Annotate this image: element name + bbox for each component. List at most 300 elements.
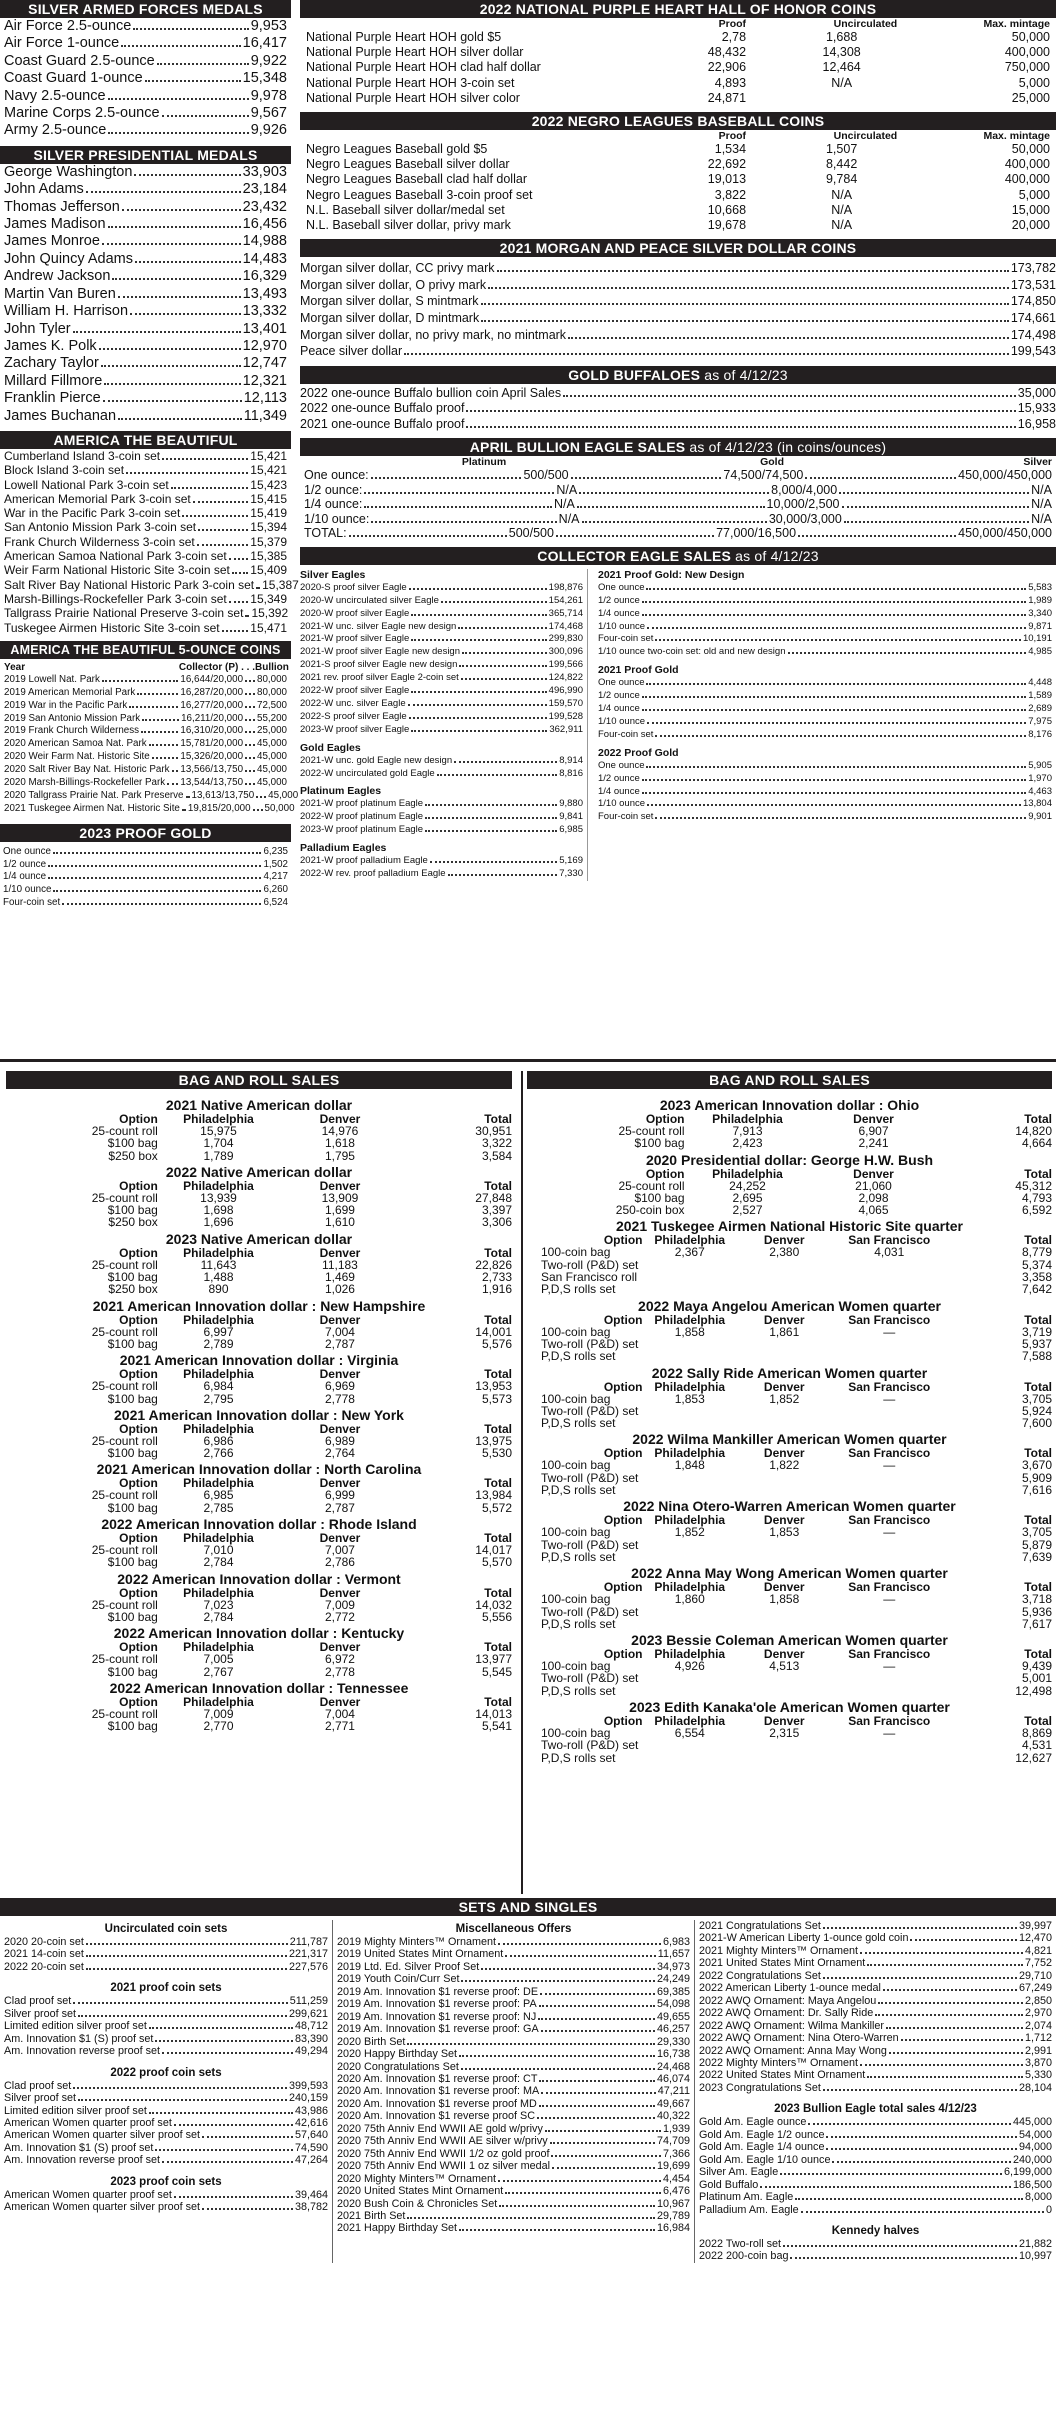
leader-dots — [425, 804, 557, 806]
bag-group — [527, 1566, 1052, 1630]
item-label: 2020-S proof silver Eagle — [300, 581, 407, 593]
table-cell: 5,000 — [1018, 187, 1050, 202]
item-value: 362,911 — [549, 723, 583, 735]
group-heading: 2022 Proof Gold — [598, 746, 679, 759]
col-header: Silver — [1023, 456, 1052, 469]
item-value: 1,589 — [1028, 690, 1052, 702]
col-header: Philadelphia — [183, 1694, 254, 1709]
ss-col-1 — [0, 1920, 333, 2263]
leader-dots — [108, 98, 249, 100]
table-cell: 5,937 — [1021, 1336, 1052, 1351]
list-item — [0, 2020, 332, 2032]
list-item — [0, 1995, 332, 2007]
list-item — [0, 408, 291, 425]
list-item — [598, 716, 1052, 729]
item-label: Army 2.5-ounce — [4, 122, 107, 139]
col-bullion: Bullion — [255, 661, 289, 673]
table-row — [6, 1150, 512, 1162]
table-cell: 2,784 — [203, 1555, 234, 1570]
col-header: Philadelphia — [183, 1245, 254, 1260]
item-value: 11,657 — [657, 1948, 690, 1961]
table-cell: $100 bag — [107, 1446, 158, 1461]
leader-dots — [101, 365, 241, 367]
table-cell: 1,534 — [714, 142, 747, 157]
bullion-cell: 45,000 — [257, 738, 287, 750]
item-label: 1/2 ounce — [598, 594, 640, 606]
item-label: 2019 United States Mint Ornament — [337, 1948, 504, 1961]
bag-table — [6, 1180, 512, 1229]
leader-dots — [73, 2002, 288, 2004]
table-row — [0, 789, 299, 803]
collector-cell: 16,211/20,000 — [181, 712, 244, 724]
list-item — [300, 293, 1056, 310]
table-cell: 14,308 — [822, 45, 861, 60]
group-title: 2022 Wilma Mankiller American Women quarter — [632, 1431, 947, 1448]
item-label: Four-coin set — [598, 811, 654, 823]
leader-dots — [842, 506, 1030, 508]
section-header: 2022 NEGRO LEAGUES BASEBALL COINS — [300, 112, 1056, 130]
group-title: 2022 American Innovation dollar : Rhode Island — [101, 1516, 417, 1533]
table-row — [6, 1599, 512, 1611]
header-row — [6, 1113, 512, 1125]
table-cell — [832, 1283, 948, 1295]
list-item — [333, 1961, 694, 1973]
ab-asof: as of 4/12/23 (in coins/ounces) — [689, 439, 887, 456]
leader-dots — [133, 28, 248, 30]
table-cell: 750,000 — [1004, 60, 1050, 75]
table-cell: 5,909 — [1021, 1470, 1052, 1485]
table-cell: 25-count roll — [618, 1178, 685, 1193]
table-cell: 6,972 — [324, 1652, 355, 1667]
table-cell: 14,001 — [475, 1324, 512, 1339]
leader-dots — [364, 492, 554, 494]
list-item — [300, 868, 583, 881]
leader-dots — [867, 2076, 1023, 2078]
leader-dots — [409, 588, 547, 590]
table-cell: 22,906 — [707, 60, 747, 75]
table-cell — [832, 1405, 948, 1417]
col-header: Philadelphia — [654, 1446, 726, 1461]
item-value: 2,850 — [1024, 1994, 1052, 2007]
gold-cell: 74,500/74,500 — [723, 468, 804, 483]
year-cell: 2019 San Antonio Mission Park — [4, 712, 141, 724]
table-cell — [643, 1752, 738, 1764]
table-cell — [832, 1539, 948, 1551]
table-row — [527, 1204, 1052, 1216]
bag-right-body — [527, 1089, 1052, 1764]
table-cell: N/A — [831, 218, 853, 233]
item-label: Gold Am. Eagle 1/10 ounce — [699, 2153, 831, 2166]
list-item — [0, 506, 291, 520]
leader-dots — [541, 2092, 656, 2094]
item-label: Silver Am. Eagle — [699, 2166, 779, 2179]
table-cell: 12,627 — [1015, 1750, 1052, 1765]
item-label: 2022-W proof platinum Eagle — [300, 811, 424, 823]
table-cell: $250 box — [108, 1215, 158, 1230]
group-heading: Platinum Eagles — [300, 785, 382, 798]
bag-table — [527, 1447, 1052, 1496]
collector-cell: 16,287/20,000 — [180, 686, 244, 698]
item-value: 16,329 — [242, 268, 287, 285]
collector-cell: 13,544/13,750 — [180, 777, 244, 789]
collector-cell: 19,815/20,000 — [187, 802, 251, 814]
item-label: 2022 AWQ Ornament: Dr. Sally Ride — [699, 2007, 874, 2020]
col-header: Denver — [763, 1580, 805, 1595]
header-row — [6, 1477, 512, 1489]
table-cell: 100-coin bag — [541, 1525, 611, 1540]
collector-cell: 16,277/20,000 — [180, 699, 244, 711]
table-row — [0, 764, 291, 777]
item-label: 1/4 ounce — [598, 785, 640, 797]
group-heading: 2021 proof coin sets — [110, 1982, 222, 1995]
list-item — [300, 621, 583, 634]
leader-dots — [73, 331, 241, 333]
leader-dots — [646, 766, 1026, 768]
table-row — [527, 1137, 1052, 1149]
leader-dots — [839, 492, 1029, 494]
item-value: 10,997 — [1018, 2250, 1052, 2263]
table-cell: 1,469 — [324, 1270, 355, 1285]
col-header: Total — [1024, 1714, 1052, 1729]
table-cell — [643, 1417, 738, 1429]
table-row — [6, 1544, 512, 1556]
header-row — [6, 1368, 512, 1380]
bullion-cell: 80,000 — [257, 673, 287, 685]
item-value: 1,939 — [662, 2122, 690, 2135]
item-value: 9,567 — [250, 105, 287, 122]
list-item — [0, 2105, 332, 2117]
table-cell: 25-count roll — [91, 1324, 158, 1339]
item-label: Marine Corps 2.5-ounce — [4, 105, 160, 122]
section-header: BAG AND ROLL SALES — [527, 1071, 1052, 1089]
leader-dots — [538, 2018, 655, 2020]
list-item — [695, 2020, 1056, 2032]
table-cell: 2,764 — [324, 1446, 355, 1461]
table-row — [0, 802, 295, 816]
col-header: Option — [645, 1112, 685, 1126]
item-label: 2021-W unc. gold Eagle new design — [300, 754, 453, 766]
table-cell: 1,852 — [674, 1525, 705, 1540]
item-value: 15,394 — [250, 520, 287, 535]
list-item — [0, 846, 291, 859]
table-cell: 6,592 — [1021, 1203, 1052, 1218]
item-label: 2020 Am. Innovation $1 reverse proof MD — [337, 2097, 537, 2110]
table-cell: Negro Leagues Baseball silver dollar — [306, 157, 510, 172]
table-row — [6, 1216, 512, 1228]
leader-dots — [411, 614, 546, 616]
table-cell: 100-coin bag — [541, 1659, 611, 1674]
item-label: 2020-W uncirculated silver Eagle — [300, 594, 439, 606]
table-cell: N/A — [831, 187, 853, 202]
col-header: Philadelphia — [183, 1585, 254, 1600]
item-value: 15,415 — [250, 491, 287, 506]
table-cell: National Purple Heart HOH 3-coin set — [306, 75, 515, 90]
table-cell: 25-count roll — [91, 1379, 158, 1394]
table-row — [527, 1192, 1052, 1204]
list-item — [333, 2148, 694, 2160]
table-cell: 2,778 — [324, 1391, 355, 1406]
list-item — [333, 2160, 694, 2172]
table-cell: National Purple Heart HOH silver dollar — [306, 45, 524, 60]
silver-cell: 450,000/450,000 — [958, 468, 1053, 483]
table-cell: 13,939 — [200, 1190, 237, 1205]
list-item — [300, 698, 583, 711]
item-value: 6,983 — [662, 1936, 690, 1948]
item-label: American Women quarter proof set — [4, 2116, 172, 2129]
bag-table — [527, 1381, 1052, 1430]
item-label: Morgan silver dollar, O privy mark — [300, 277, 487, 292]
header-row — [527, 1113, 1052, 1125]
item-value: 2,970 — [1024, 2007, 1052, 2020]
leader-dots — [505, 1955, 656, 1957]
list-item — [598, 608, 1052, 621]
col-header: Philadelphia — [183, 1112, 254, 1126]
leader-dots — [407, 2043, 655, 2045]
table-row — [6, 1720, 512, 1732]
item-value: 16,417 — [242, 35, 287, 52]
list-item — [333, 2048, 694, 2060]
col-header: Total — [484, 1476, 512, 1491]
table-cell: 100-coin bag — [541, 1391, 611, 1406]
list-item — [300, 768, 583, 781]
group-title: 2021 Tuskegee Airmen National Historic Site quarter — [615, 1218, 963, 1235]
table-cell: 5,573 — [481, 1391, 512, 1406]
ce-right — [588, 569, 1056, 881]
col-header: Denver — [319, 1112, 361, 1126]
year-cell: 2020 Tallgrass Prairie Nat. Park Preserve — [4, 789, 184, 801]
april-bullion-rows — [300, 456, 1056, 541]
bag-group — [6, 1626, 512, 1678]
table-cell: 1,610 — [324, 1215, 355, 1230]
item-value: 54,000 — [1018, 2128, 1052, 2141]
table-cell: 50,000 — [1011, 142, 1050, 157]
table-cell: 2,787 — [324, 1336, 355, 1351]
table-cell — [643, 1271, 738, 1283]
table-cell: $100 bag — [107, 1203, 158, 1218]
label-cell: 1/10 ounce: — [304, 511, 370, 526]
item-value: 13,493 — [242, 285, 287, 302]
item-label: Morgan silver dollar, CC privy mark — [300, 261, 495, 276]
list-item — [0, 286, 291, 303]
table-cell: 1,507 — [825, 142, 858, 157]
table-cell — [737, 1752, 832, 1764]
table-cell: 400,000 — [1004, 45, 1050, 60]
col-header: Option — [119, 1367, 158, 1382]
item-value: 49,655 — [656, 2010, 690, 2023]
list-item — [0, 2080, 332, 2092]
bag-table — [527, 1514, 1052, 1563]
table-row — [527, 1551, 1052, 1563]
table-row — [300, 45, 1056, 60]
item-value: 5,169 — [559, 855, 583, 867]
section-header: BAG AND ROLL SALES — [6, 1071, 512, 1089]
leader-dots — [454, 761, 557, 763]
table-cell: 100-coin bag — [541, 1324, 611, 1339]
col-header: Platinum — [461, 456, 507, 469]
table-cell: 2,527 — [732, 1203, 763, 1218]
table-cell: 6,989 — [324, 1433, 355, 1448]
list-item — [0, 268, 291, 285]
item-label: James Monroe — [4, 233, 100, 250]
bag-table — [6, 1696, 512, 1733]
item-value: 5,583 — [1028, 581, 1052, 593]
item-label: Weir Farm National Historic Site 3-coin set — [4, 563, 230, 578]
leader-dots — [901, 2039, 1023, 2041]
table-cell: 3,719 — [1021, 1324, 1052, 1339]
bag-group — [527, 1219, 1052, 1295]
list-item — [0, 563, 291, 577]
leader-dots — [103, 400, 242, 402]
item-value: 12,970 — [242, 337, 287, 354]
group-title: 2022 Maya Angelou American Women quarter — [638, 1297, 941, 1314]
item-label: Limited edition silver proof set — [4, 2104, 147, 2117]
list-item — [0, 18, 291, 35]
col-header: Option — [603, 1446, 643, 1461]
table-cell — [832, 1551, 948, 1563]
leader-dots — [198, 529, 248, 531]
purple-heart-table — [300, 18, 1056, 106]
divider-horizontal — [0, 1059, 1056, 1062]
col-header: Philadelphia — [183, 1640, 254, 1655]
table-cell: Two-roll (P&D) set — [541, 1671, 639, 1686]
leader-dots — [245, 706, 255, 708]
col-header: Denver — [763, 1312, 805, 1327]
table-row — [300, 157, 1056, 172]
item-value: 174,661 — [1010, 311, 1056, 326]
atb-5-ounce — [0, 641, 299, 816]
year-cell: 2019 Frank Church Wilderness — [4, 725, 140, 737]
col-header: Philadelphia — [654, 1647, 726, 1662]
table-cell: 3,584 — [481, 1148, 512, 1163]
table-row — [304, 468, 1052, 483]
item-value: 13,804 — [1022, 798, 1052, 810]
leader-dots — [86, 191, 241, 193]
table-cell — [643, 1283, 738, 1295]
item-label: 2022 one-ounce Buffalo proof — [300, 401, 465, 416]
dotted-list — [0, 164, 291, 425]
table-cell: 21,060 — [855, 1178, 892, 1193]
table-cell: N.L. Baseball silver dollar, privy mark — [306, 218, 511, 233]
header-row — [6, 1423, 512, 1435]
bag-roll-right — [527, 1071, 1052, 1767]
collector-cell: 16,644/20,000 — [180, 673, 244, 685]
table-cell: 14,017 — [475, 1543, 512, 1558]
list-item — [0, 606, 291, 620]
table-cell: 3,358 — [1021, 1270, 1052, 1285]
table-cell: 25-count roll — [618, 1124, 685, 1138]
table-cell: Two-roll (P&D) set — [541, 1336, 639, 1351]
item-value: 15,387 — [262, 577, 299, 592]
bag-group — [6, 1462, 512, 1514]
col-header: Option — [603, 1580, 643, 1595]
group-heading: Gold Eagles — [300, 741, 361, 754]
ce-title: COLLECTOR EAGLE SALES — [537, 547, 732, 564]
list-item — [0, 199, 291, 216]
list-item — [0, 53, 291, 70]
item-value: 14,483 — [242, 250, 287, 267]
collector-eagles-body — [300, 569, 1056, 881]
dotted-list — [0, 846, 291, 910]
item-value: 7,366 — [662, 2147, 690, 2160]
leader-dots — [582, 521, 767, 523]
collector-cell: 16,310/20,000 — [180, 725, 244, 737]
col-header — [300, 18, 655, 30]
table-cell: 1,696 — [203, 1215, 234, 1230]
leader-dots — [826, 2136, 1017, 2138]
bag-table — [527, 1234, 1052, 1295]
col-header: Total — [484, 1421, 512, 1436]
group-heading: Palladium Eagles — [300, 842, 387, 855]
bag-table — [527, 1648, 1052, 1697]
table-row — [527, 1606, 1052, 1618]
table-cell: 890 — [208, 1282, 229, 1297]
col-header: Proof — [718, 130, 747, 143]
item-value: 47,211 — [657, 2085, 690, 2098]
item-label: 2019 Am. Innovation $1 reverse proof: PA — [337, 1998, 537, 2011]
group-heading: 2021 Proof Gold: New Design — [598, 568, 745, 581]
list-item — [333, 2123, 694, 2135]
leader-dots — [425, 830, 557, 832]
leader-dots — [253, 809, 263, 811]
item-label: Palladium Am. Eagle — [699, 2203, 799, 2216]
item-value: 39,464 — [294, 2188, 328, 2201]
group-heading: Miscellaneous Offers — [455, 1923, 572, 1935]
leader-dots — [48, 865, 261, 867]
table-cell: 5,530 — [481, 1446, 512, 1461]
table-cell: 2,778 — [324, 1664, 355, 1679]
col-header: Philadelphia — [183, 1367, 254, 1382]
item-label: One ounce — [598, 759, 645, 771]
table-cell: P,D,S rolls set — [541, 1616, 616, 1631]
list-item — [300, 608, 583, 621]
table-row — [300, 91, 1056, 106]
item-value: 7,975 — [1028, 715, 1052, 727]
table-cell — [832, 1618, 948, 1630]
group-title: 2022 Nina Otero-Warren American Women quarter — [623, 1498, 956, 1515]
leader-dots — [182, 515, 248, 517]
col-header: Denver — [763, 1647, 805, 1662]
leader-dots — [545, 2130, 661, 2132]
leader-dots — [642, 779, 1026, 781]
item-value: 74,590 — [294, 2141, 328, 2154]
table-cell: 2,795 — [203, 1391, 234, 1406]
header-row — [6, 1247, 512, 1259]
list-item — [695, 2191, 1056, 2203]
item-label: 2022 United States Mint Ornament — [699, 2069, 866, 2082]
item-label: 2021-W proof silver Eagle — [300, 633, 410, 645]
col-collector: Collector (P) — [178, 661, 239, 673]
table-cell: 7,617 — [1021, 1616, 1052, 1631]
table-cell — [832, 1606, 948, 1618]
morgan-peace — [300, 239, 1056, 360]
leader-dots — [646, 588, 1026, 590]
table-cell: 25-count roll — [91, 1543, 158, 1558]
leader-dots — [826, 2148, 1017, 2150]
leader-dots — [642, 792, 1026, 794]
col-year: Year — [4, 661, 26, 673]
col-header: Total — [1024, 1513, 1052, 1528]
list-item — [695, 2179, 1056, 2191]
table-cell — [737, 1484, 832, 1496]
col-header: Max. mintage — [983, 18, 1050, 30]
table-cell — [737, 1539, 832, 1551]
leader-dots — [886, 2027, 1023, 2029]
leader-dots — [142, 719, 179, 721]
item-value: 198,876 — [548, 581, 583, 593]
item-value: 6,260 — [263, 884, 288, 896]
silver-cell: N/A — [1031, 497, 1052, 512]
item-value: 10,191 — [1022, 633, 1052, 645]
